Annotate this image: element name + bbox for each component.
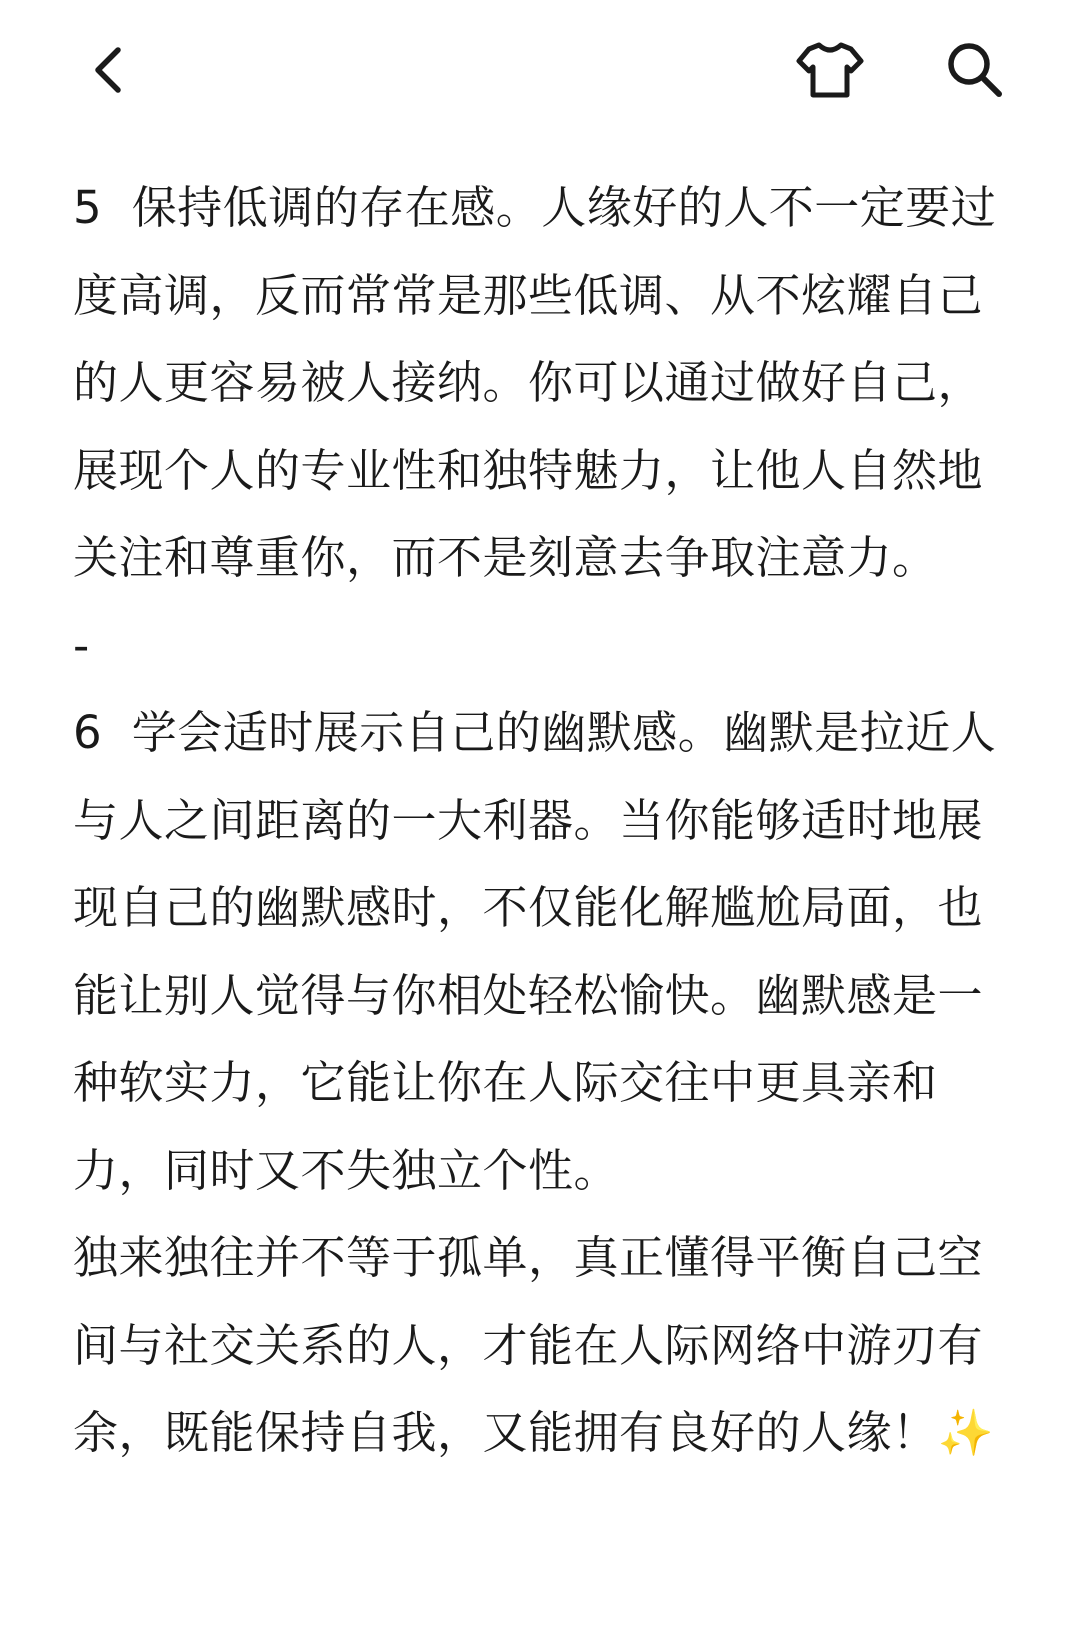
top-navigation-bar <box>0 0 1080 140</box>
search-icon <box>943 38 1007 102</box>
search-button[interactable] <box>935 30 1015 110</box>
paragraph-tip-5: 5 保持低调的存在感。人缘好的人不一定要过度高调，反而常常是那些低调、从不炫耀自己的人更容易被人接纳。你可以通过做好自己，展现个人的专业性和独特魅力，让他人自然地关注和尊重你，而不是刻意去争取注意力。 <box>73 181 997 584</box>
paragraph-conclusion: 独来独往并不等于孤单，真正懂得平衡自己空间与社交关系的人，才能在人际网络中游刃有余，既能保持自我，又能拥有良好的人缘！✨ <box>73 1231 995 1459</box>
article-body <box>73 164 1013 1477</box>
outfit-button[interactable] <box>790 30 870 110</box>
chevron-left-icon <box>80 40 140 100</box>
back-button[interactable] <box>70 30 150 110</box>
tshirt-icon <box>795 35 865 105</box>
paragraph-tip-6: 6 学会适时展示自己的幽默感。幽默是拉近人与人之间距离的一大利器。当你能够适时地展现自己的幽默感时，不仅能化解尴尬局面，也能让别人觉得与你相处轻松愉快。幽默感是一种软实力，它能让你在人际交往中更具亲和力，同时又不失独立个性。 <box>73 706 997 1197</box>
section-separator: - <box>73 618 90 672</box>
